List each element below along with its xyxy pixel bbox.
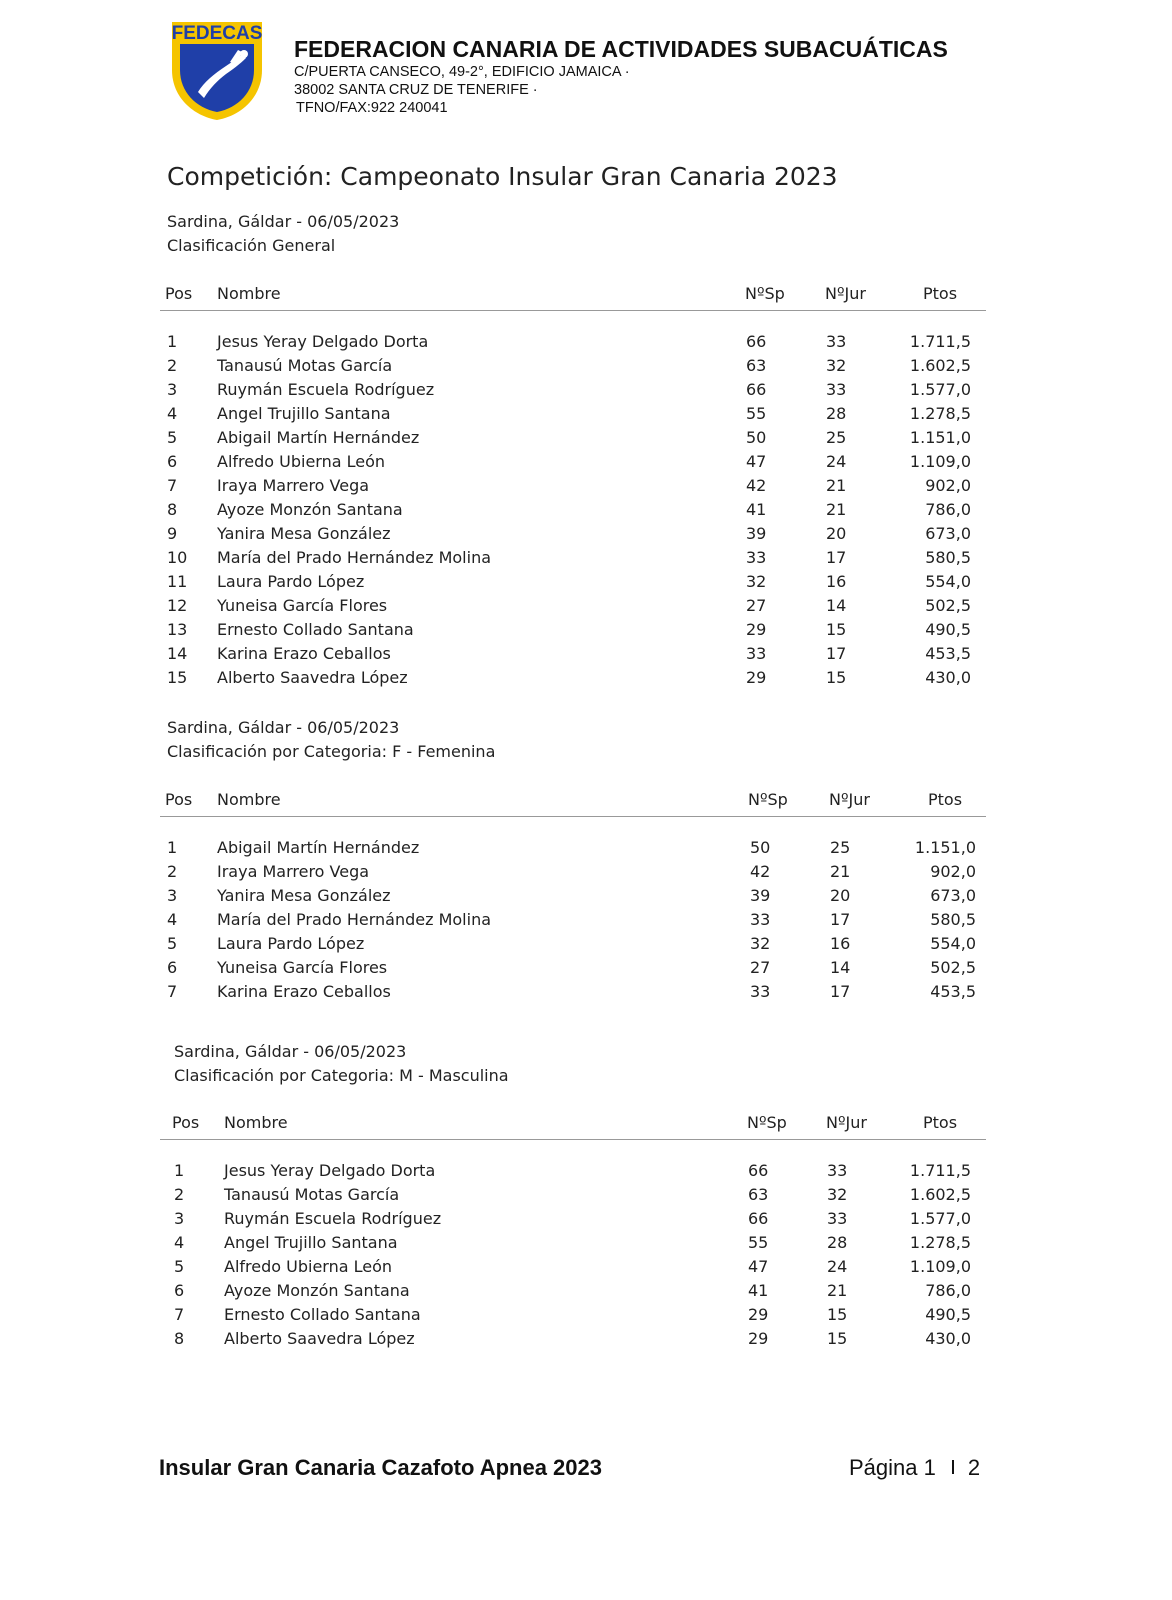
col-name: Nombre: [217, 284, 281, 303]
cell-ptos: 453,5: [930, 982, 976, 1001]
cell-nsp: 63: [748, 1185, 769, 1204]
cell-njur: 20: [826, 524, 847, 543]
cell-name: Angel Trujillo Santana: [224, 1233, 398, 1252]
col-nsp: NºSp: [748, 790, 788, 809]
col-njur: NºJur: [829, 790, 870, 809]
cell-nsp: 32: [750, 934, 771, 953]
cell-name: Iraya Marrero Vega: [217, 862, 370, 881]
col-pos: Pos: [165, 284, 193, 303]
cell-njur: 21: [826, 476, 847, 495]
cell-name: Ayoze Monzón Santana: [217, 500, 403, 519]
cell-pos: 3: [167, 380, 178, 399]
cell-ptos: 1.711,5: [909, 1161, 971, 1180]
cell-njur: 15: [827, 1305, 848, 1324]
page-total: 2: [967, 1455, 981, 1480]
table-row: [0, 1161, 1000, 1185]
section-location: Sardina, Gáldar - 06/05/2023: [167, 718, 400, 737]
cell-pos: 11: [167, 572, 188, 591]
cell-njur: 17: [830, 910, 851, 929]
cell-njur: 16: [830, 934, 851, 953]
table-row: [0, 958, 1000, 982]
table-row: [0, 1233, 1000, 1257]
cell-name: Yuneisa García Flores: [217, 958, 388, 977]
cell-name: Tanausú Motas García: [224, 1185, 400, 1204]
page-indicator: [849, 1455, 980, 1481]
cell-ptos: 1.109,0: [909, 1257, 971, 1276]
cell-ptos: 1.602,5: [909, 356, 971, 375]
phone-line: TFNO/FAX:922 240041: [296, 100, 448, 116]
cell-pos: 2: [174, 1185, 185, 1204]
cell-pos: 12: [167, 596, 188, 615]
col-pos: Pos: [172, 1113, 200, 1132]
cell-njur: 33: [826, 380, 847, 399]
cell-name: Ayoze Monzón Santana: [224, 1281, 410, 1300]
cell-ptos: 1.151,0: [914, 838, 976, 857]
cell-pos: 4: [167, 910, 178, 929]
cell-nsp: 33: [746, 644, 767, 663]
table-row: [0, 548, 1000, 572]
section-location: Sardina, Gáldar - 06/05/2023: [167, 212, 400, 231]
col-ptos: Ptos: [923, 1113, 958, 1132]
page-label: Página 1: [849, 1455, 936, 1480]
cell-pos: 4: [174, 1233, 185, 1252]
footer-title: Insular Gran Canaria Cazafoto Apnea 2023: [159, 1455, 602, 1480]
table-row: [0, 644, 1000, 668]
logo-text: FEDECAS: [171, 23, 263, 44]
table-row: [0, 910, 1000, 934]
cell-njur: 21: [827, 1281, 848, 1300]
table-row: [0, 500, 1000, 524]
cell-njur: 20: [830, 886, 851, 905]
cell-njur: 24: [826, 452, 847, 471]
cell-pos: 6: [167, 452, 178, 471]
section-classification: Clasificación por Categoria: M - Masculina: [174, 1066, 509, 1085]
cell-ptos: 502,5: [930, 958, 976, 977]
cell-ptos: 554,0: [930, 934, 976, 953]
cell-name: Jesus Yeray Delgado Dorta: [224, 1161, 436, 1180]
cell-ptos: 902,0: [925, 476, 971, 495]
table-row: [0, 476, 1000, 500]
table-row: [0, 668, 1000, 692]
table-row: [0, 428, 1000, 452]
cell-pos: 6: [174, 1281, 185, 1300]
table-row: [0, 380, 1000, 404]
table-row: [0, 934, 1000, 958]
cell-nsp: 32: [746, 572, 767, 591]
table-row: [0, 1305, 1000, 1329]
col-njur: NºJur: [826, 1113, 867, 1132]
table-row: [0, 572, 1000, 596]
cell-name: Ruymán Escuela Rodríguez: [217, 380, 435, 399]
cell-ptos: 1.151,0: [909, 428, 971, 447]
cell-ptos: 502,5: [925, 596, 971, 615]
cell-name: Iraya Marrero Vega: [217, 476, 370, 495]
cell-pos: 5: [174, 1257, 185, 1276]
cell-njur: 32: [827, 1185, 848, 1204]
table-header: [160, 1113, 986, 1140]
cell-nsp: 66: [748, 1209, 769, 1228]
cell-name: Abigail Martín Hernández: [217, 428, 420, 447]
table-header: [160, 790, 986, 817]
cell-ptos: 673,0: [930, 886, 976, 905]
cell-njur: 14: [826, 596, 847, 615]
cell-ptos: 554,0: [925, 572, 971, 591]
cell-njur: 14: [830, 958, 851, 977]
table-row: [0, 1257, 1000, 1281]
cell-nsp: 63: [746, 356, 767, 375]
cell-name: Abigail Martín Hernández: [217, 838, 420, 857]
fedecas-logo: [168, 18, 266, 122]
cell-njur: 25: [830, 838, 851, 857]
cell-name: Jesus Yeray Delgado Dorta: [217, 332, 429, 351]
cell-njur: 33: [827, 1209, 848, 1228]
cell-ptos: 580,5: [930, 910, 976, 929]
cell-name: Yanira Mesa González: [217, 886, 391, 905]
cell-ptos: 1.602,5: [909, 1185, 971, 1204]
table-row: [0, 596, 1000, 620]
cell-nsp: 29: [748, 1305, 769, 1324]
cell-nsp: 39: [750, 886, 771, 905]
cell-nsp: 41: [746, 500, 767, 519]
cell-pos: 7: [174, 1305, 185, 1324]
cell-pos: 2: [167, 356, 178, 375]
cell-nsp: 41: [748, 1281, 769, 1300]
cell-nsp: 29: [748, 1329, 769, 1348]
cell-pos: 8: [174, 1329, 185, 1348]
cell-nsp: 33: [746, 548, 767, 567]
federation-title: FEDERACION CANARIA DE ACTIVIDADES SUBACUÁTICAS: [294, 36, 948, 62]
cell-ptos: 1.577,0: [909, 380, 971, 399]
table-row: [0, 1185, 1000, 1209]
cell-ptos: 786,0: [925, 1281, 971, 1300]
section-classification: Clasificación por Categoria: F - Femenina: [167, 742, 496, 761]
cell-name: María del Prado Hernández Molina: [217, 548, 492, 567]
cell-pos: 1: [174, 1161, 185, 1180]
cell-nsp: 66: [748, 1161, 769, 1180]
cell-nsp: 66: [746, 332, 767, 351]
cell-njur: 17: [826, 644, 847, 663]
table-row: [0, 982, 1000, 1006]
cell-ptos: 1.711,5: [909, 332, 971, 351]
cell-name: Alberto Saavedra López: [217, 668, 408, 687]
cell-pos: 5: [167, 428, 178, 447]
cell-name: Ernesto Collado Santana: [224, 1305, 421, 1324]
cell-njur: 25: [826, 428, 847, 447]
cell-name: Yuneisa García Flores: [217, 596, 388, 615]
col-njur: NºJur: [825, 284, 866, 303]
cell-nsp: 29: [746, 668, 767, 687]
cell-njur: 28: [826, 404, 847, 423]
cell-name: Laura Pardo López: [217, 572, 365, 591]
general-table-body: [0, 332, 1000, 692]
cell-pos: 4: [167, 404, 178, 423]
address-line-2: 38002 SANTA CRUZ DE TENERIFE ·: [294, 82, 538, 98]
cell-njur: 15: [826, 620, 847, 639]
cell-pos: 14: [167, 644, 188, 663]
cell-nsp: 50: [750, 838, 771, 857]
cell-pos: 13: [167, 620, 188, 639]
cell-pos: 6: [167, 958, 178, 977]
table-row: [0, 1329, 1000, 1353]
cell-pos: 1: [167, 332, 178, 351]
cell-name: Alberto Saavedra López: [224, 1329, 415, 1348]
cell-nsp: 55: [748, 1233, 769, 1252]
cell-pos: 10: [167, 548, 188, 567]
table-row: [0, 1209, 1000, 1233]
col-name: Nombre: [224, 1113, 288, 1132]
cell-njur: 17: [830, 982, 851, 1001]
cell-ptos: 580,5: [925, 548, 971, 567]
cell-ptos: 673,0: [925, 524, 971, 543]
col-nsp: NºSp: [747, 1113, 787, 1132]
cell-njur: 32: [826, 356, 847, 375]
competition-title: Competición: Campeonato Insular Gran Canaria 2023: [167, 162, 838, 191]
page-separator: [952, 1460, 954, 1474]
cell-nsp: 33: [750, 910, 771, 929]
cell-nsp: 33: [750, 982, 771, 1001]
cell-njur: 21: [830, 862, 851, 881]
cell-ptos: 430,0: [925, 668, 971, 687]
cell-njur: 33: [826, 332, 847, 351]
cell-pos: 2: [167, 862, 178, 881]
cell-ptos: 1.577,0: [909, 1209, 971, 1228]
table-row: [0, 838, 1000, 862]
table-row: [0, 332, 1000, 356]
cell-pos: 9: [167, 524, 178, 543]
cell-nsp: 47: [746, 452, 767, 471]
cell-pos: 1: [167, 838, 178, 857]
col-nsp: NºSp: [745, 284, 785, 303]
cell-njur: 15: [826, 668, 847, 687]
cell-name: Karina Erazo Ceballos: [217, 644, 391, 663]
cell-ptos: 1.278,5: [909, 1233, 971, 1252]
cell-nsp: 27: [746, 596, 767, 615]
col-ptos: Ptos: [923, 284, 958, 303]
cell-pos: 7: [167, 982, 178, 1001]
cell-ptos: 490,5: [925, 1305, 971, 1324]
cell-nsp: 39: [746, 524, 767, 543]
cell-name: Ernesto Collado Santana: [217, 620, 414, 639]
cell-njur: 17: [826, 548, 847, 567]
cell-nsp: 29: [746, 620, 767, 639]
cell-njur: 24: [827, 1257, 848, 1276]
cell-ptos: 1.109,0: [909, 452, 971, 471]
cell-nsp: 42: [746, 476, 767, 495]
cell-pos: 15: [167, 668, 188, 687]
table-row: [0, 452, 1000, 476]
cell-nsp: 47: [748, 1257, 769, 1276]
col-name: Nombre: [217, 790, 281, 809]
cell-name: Alfredo Ubierna León: [217, 452, 386, 471]
table-row: [0, 620, 1000, 644]
cell-name: Laura Pardo López: [217, 934, 365, 953]
cell-nsp: 55: [746, 404, 767, 423]
col-ptos: Ptos: [928, 790, 963, 809]
cell-name: Ruymán Escuela Rodríguez: [224, 1209, 442, 1228]
cell-ptos: 786,0: [925, 500, 971, 519]
cell-njur: 21: [826, 500, 847, 519]
table-row: [0, 886, 1000, 910]
cell-pos: 3: [174, 1209, 185, 1228]
table-header: [160, 284, 986, 311]
cell-pos: 7: [167, 476, 178, 495]
cell-name: Angel Trujillo Santana: [217, 404, 391, 423]
cell-ptos: 453,5: [925, 644, 971, 663]
cell-ptos: 902,0: [930, 862, 976, 881]
cell-pos: 3: [167, 886, 178, 905]
col-pos: Pos: [165, 790, 193, 809]
cell-name: Yanira Mesa González: [217, 524, 391, 543]
femenina-table-body: [0, 838, 1000, 1006]
cell-njur: 33: [827, 1161, 848, 1180]
cell-nsp: 42: [750, 862, 771, 881]
table-row: [0, 404, 1000, 428]
cell-pos: 8: [167, 500, 178, 519]
table-row: [0, 356, 1000, 380]
cell-name: Tanausú Motas García: [217, 356, 393, 375]
cell-nsp: 66: [746, 380, 767, 399]
cell-njur: 28: [827, 1233, 848, 1252]
cell-name: Alfredo Ubierna León: [224, 1257, 393, 1276]
table-row: [0, 862, 1000, 886]
section-location: Sardina, Gáldar - 06/05/2023: [174, 1042, 407, 1061]
cell-njur: 15: [827, 1329, 848, 1348]
cell-ptos: 1.278,5: [909, 404, 971, 423]
cell-pos: 5: [167, 934, 178, 953]
table-row: [0, 1281, 1000, 1305]
cell-nsp: 27: [750, 958, 771, 977]
masculina-table-body: [0, 1161, 1000, 1353]
cell-ptos: 430,0: [925, 1329, 971, 1348]
cell-name: Karina Erazo Ceballos: [217, 982, 391, 1001]
table-row: [0, 524, 1000, 548]
cell-nsp: 50: [746, 428, 767, 447]
cell-ptos: 490,5: [925, 620, 971, 639]
cell-njur: 16: [826, 572, 847, 591]
cell-name: María del Prado Hernández Molina: [217, 910, 492, 929]
section-classification: Clasificación General: [167, 236, 336, 255]
address-line-1: C/PUERTA CANSECO, 49-2°, EDIFICIO JAMAICA ·: [294, 64, 630, 80]
